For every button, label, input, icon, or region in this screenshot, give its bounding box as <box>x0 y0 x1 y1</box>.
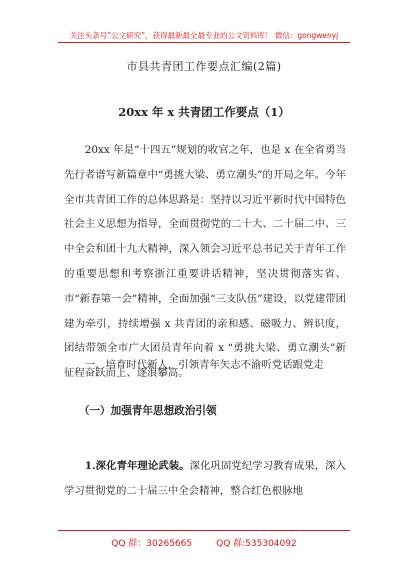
footer-qq-group-1: QQ 群：30265665 <box>111 539 193 549</box>
header-divider <box>58 42 350 43</box>
footer-qq-group-2: QQ 群:535304092 <box>216 539 297 549</box>
subheading: （一）加强青年思想政治引领 <box>78 405 217 417</box>
header-banner: 关注头条号“公文研究”，获得最新最全最专业的公文资料库！ 微信：gongwenyj <box>69 31 339 40</box>
outline-item: 一、培育时代新人，引领青年矢志不渝听党话跟党走 <box>84 359 324 371</box>
item-text: 深化巩固党纪学习教育成果，深入学习贯彻党的二十届三中全会精神，整合红色根脉地 <box>64 460 346 497</box>
item-paragraph <box>64 454 346 504</box>
item-lead: 1.深化青年理论武装。 <box>84 460 190 472</box>
footer-divider <box>58 530 350 531</box>
document-title: 市县共青团工作要点汇编(2篇) <box>126 60 282 73</box>
section-title: 20xx 年 x 共青团工作要点（1） <box>118 105 290 119</box>
footer <box>0 536 408 549</box>
intro-paragraph: 20xx 年是“十四五”规划的收官之年，也是 x 在全省勇当先行者谱写新篇章中“勇挑大梁、勇立潮头”的开局之年。今年全市共青团工作的总体思路是：坚持以习近平新时代中国特色社会主义思想为指导，全面贯彻党的二十大、二十届二中、三中全会和团十九大精神，深入领会习近平总书记关于青年工作的重要思想和考察浙江重要讲话精神，坚决贯彻落实省、市“新春第一会”精神，全面加强“三支队伍”建设，以党建带团建为牵引，持续增强 x 共青团的亲和感、磁吸力、辨识度，团结带领全市广大团员青年向着 x “勇挑大梁、勇立潮头”新征程奋跃而上、逐浪攀高。 <box>64 144 346 380</box>
